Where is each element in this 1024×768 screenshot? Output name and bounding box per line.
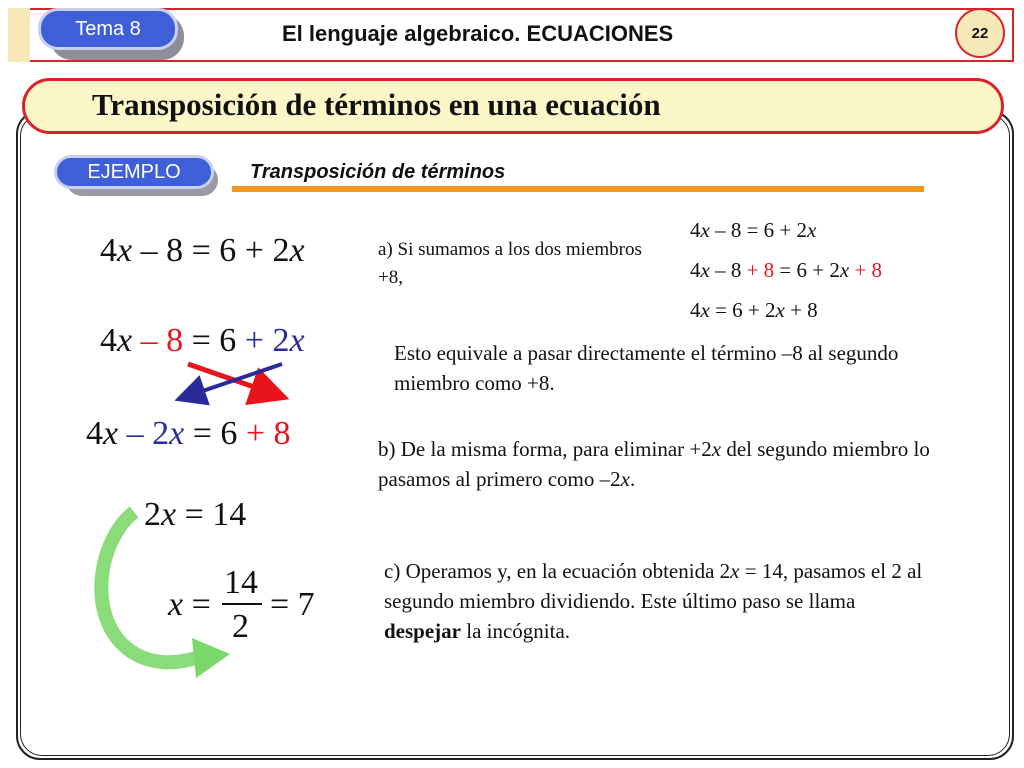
step-c-text: c) Operamos y, en la ecuación obtenida 2x = 14, pasamos el 2 al segundo miembro dividiendo. Este último paso se llama despejar la incógnita.	[384, 559, 923, 643]
equation-transpose: 4x – 8 = 6 + 2x	[100, 322, 305, 359]
fraction-bar	[222, 603, 262, 605]
fraction-denominator: 2	[232, 608, 249, 645]
step-a-eq3: 4x = 6 + 2x + 8	[690, 298, 818, 322]
step-a-eq2: 4x – 8 + 8 = 6 + 2x + 8	[690, 258, 883, 282]
equation-original: 4x – 8 = 6 + 2x	[100, 232, 305, 269]
fraction-numerator: 14	[224, 564, 258, 601]
page-title: Transposición de términos en una ecuación	[92, 87, 661, 122]
step-a-text: a) Si sumamos a los dos miembros +8,	[378, 239, 642, 288]
equation-transposed: 4x – 2x = 6 + 8	[86, 415, 291, 452]
step-a-eq1: 4x – 8 = 6 + 2x	[690, 218, 817, 242]
equation-solution: x =	[168, 586, 211, 623]
header-title: El lenguaje algebraico. ECUACIONES	[282, 21, 674, 46]
step-b-text: b) De la misma forma, para eliminar +2x del segundo miembro lo pasamos al primero como –2x.	[378, 437, 930, 491]
equivalence-text: Esto equivale a pasar directamente el término –8 al segundo miembro como +8.	[394, 341, 899, 395]
ejemplo-subtitle: Transposición de términos	[250, 161, 506, 183]
solution-value: = 7	[270, 586, 315, 623]
ejemplo-badge: EJEMPLO	[54, 155, 214, 189]
equation-simplified: 2x = 14	[144, 496, 247, 533]
curved-arrow	[92, 502, 242, 682]
crossing-arrows	[170, 358, 300, 408]
page-number: 22	[955, 8, 1005, 58]
tema-badge: Tema 8	[38, 8, 178, 50]
orange-underline	[232, 186, 924, 192]
